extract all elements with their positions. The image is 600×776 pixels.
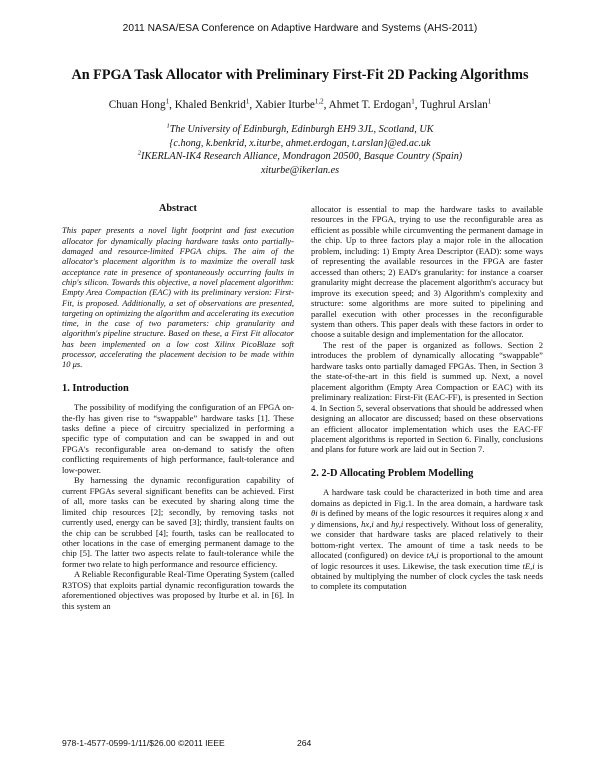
paragraph: The rest of the paper is organized as follows. Section 2 introduces the problem of dynamically allocating “swappable” hardware tasks onto partially damaged FPGAs. Then, in Section 3 the state-of-the-art in this field is summed up. Next, a novel placement algorithm (Empty Area Compaction or EAC) with its preliminary realization: First-Fit (EAC-FF), is presented in Section 4. In Section 5, several observations that should be addressed when designing an allocator are discussed; based on these observations an efficient allocator implementation which uses the EAC-FF placement algorithms is reported in Section 6. Finally, conclusions and plans for future work are laid out in Section 7. <box>311 339 543 455</box>
author-affil-mark: 1 <box>245 97 250 106</box>
paragraph: The possibility of modifying the configuration of an FPGA on-the-fly has given rise to “swappable” hardware tasks [1]. These tasks define a piece of circuitry specialized in performing a specific type of computation and can be swapped in and out FPGA's reconfigurable area on-demand to satisfy the often conflicting requirements of high performance, fault-tolerance and low-power. <box>62 402 294 475</box>
author-list: Chuan Hong$^1$, Khaled Benkrid$^1$, Xabier Iturbe$^{1,2}$, Ahmet T. Erdogan$^1$, Tughrul Arslan$^1$ <box>108 97 492 111</box>
author-affil-mark: 1 <box>165 97 170 106</box>
section-heading-introduction: 1. Introduction <box>62 382 129 394</box>
paper-title: An FPGA Task Allocator with Preliminary First-Fit 2D Packing Algorithms <box>71 67 529 83</box>
conference-header: 2011 NASA/ESA Conference on Adaptive Hardware and Systems (AHS-2011) <box>122 23 478 34</box>
author-name: Xabier Iturbe <box>254 99 315 111</box>
paragraph: A hardware task could be characterized in both time and area domains as depicted in Fig.1. In the area domain, a hardware task θi is defined by means of the logic resources it requires along x and y dimensions, hx,i and hy,i respectively. Without loss of generality, we consider that hardware tasks are placed relatively to their bottom-right vertex. The amount of time a task needs to be allocated (configured) on device tA,i is proportional to the amount of logic resources it uses. Likewise, the task execution time tE,i is obtained by multiplying the number of clock cycles the task needs to complete its computation <box>311 487 543 592</box>
math-theta: θi <box>311 508 318 519</box>
paragraph: A Reliable Reconfigurable Real-Time Operating System (called R3TOS) that exploits partial dynamic reconfiguration towards the aforementioned objectives was proposed by Iturbe et al. in [6]. In this system an <box>62 569 294 611</box>
math-hx: hx,i <box>361 518 374 529</box>
affiliation-text: The University of Edinburgh, Edinburgh EH9 3JL, Scotland, UK <box>169 124 434 135</box>
math-tei: tE,i <box>522 560 535 571</box>
math-y: y <box>311 518 315 529</box>
author-affil-mark: 1 <box>411 97 415 106</box>
author-name: Chuan Hong <box>108 99 166 111</box>
left-column <box>62 204 294 611</box>
section-heading-allocating-problem: 2. 2-D Allocating Problem Modelling <box>311 467 474 479</box>
author-affil-mark: 1 <box>487 97 492 106</box>
math-x: x <box>524 508 529 519</box>
affil-mark: 1 <box>166 122 170 130</box>
affiliation-2 <box>40 151 560 163</box>
footer-isbn: 978-1-4577-0599-1/11/$26.00 ©2011 IEEE <box>62 738 225 748</box>
math-hy: hy,i <box>391 518 404 529</box>
paragraph: By harnessing the dynamic reconfiguration capability of current FPGAs several significant benefits can be achieved. First of all, more tasks can be executed by sharing along time the limited chip resources [2]; secondly, by removing tasks not currently used, energy can be saved [3]; thirdly, transient faults on the chip can be scrubbed [4]; fourth, tasks can be reallocated to other locations in the case of emerging permanent damage to the chip [5]. The latter two aspects relate to fault-tolerance while the former two relate to high performance and resource efficiency. <box>62 475 294 569</box>
abstract-text: This paper presents a novel light footprint and fast execution allocator for dynamically placing hardware tasks onto partially-damaged and resource-limited FPGA chips. The aim of the allocator's placement algorithm is to maximize the overall task acceptance rate in presence of spontaneously occurring faults in chip's silicon. Towards this objective, a novel placement algorithm: Empty Area Compaction (EAC) with its preliminary version: First-Fit, is proposed. Additionally, a set of observations are presented, targeting on optimizing the algorithm and accelerating its execution time, in the case of two parameters: chip granularity and algorithm's pipeline structure. Based on these, a First Fit allocator has been implemented on a low cost Xilinx PicoBlaze soft processor, accelerating the placement decision to be made within 10 μs. <box>62 225 294 370</box>
affiliation-1-emails: {c.hong, k.benkrid, x.iturbe, ahmet.erdogan, t.arslan}@ed.ac.uk <box>169 138 431 149</box>
right-column <box>311 204 543 592</box>
author-name: Tughrul Arslan <box>420 99 488 111</box>
author-name: Ahmet T. Erdogan <box>328 99 412 111</box>
paragraph: allocator is essential to map the hardware tasks to available resources in the FPGA, trying to use the reconfigurable area as efficient as possible while circumventing the permanent damage in the chip. Up to three factors play a major role in the allocation problem, including: 1) Empty Area Descriptor (EAD): some ways of representing the available resources in the FPGA are faster accessed than others; 2) EAD's granularity: for instance a coarser granularity might decrease the placement algorithm's accuracy but improve its execution speed; and 3) Algorithm's complexity and structure: some algorithms are more suited to pipelining and parallel execution with other processes in the reconfigurable system than others. This paper deals with these factors in order to choose a suitable design and implementation for the allocator. <box>311 204 543 340</box>
page-number: 264 <box>297 738 312 748</box>
affil-mark: 2 <box>137 149 142 157</box>
math-tai: tA,i <box>426 550 439 561</box>
affiliation-2-email: xiturbe@ikerlan.es <box>260 165 340 176</box>
abstract-heading: Abstract <box>159 203 197 214</box>
affiliation-1 <box>40 124 560 136</box>
author-affil-mark: 1,2 <box>314 97 324 106</box>
affiliation-text: IKERLAN-IK4 Research Alliance, Mondragon 20500, Basque Country (Spain) <box>141 151 463 162</box>
author-name: Khaled Benkrid <box>174 99 246 111</box>
